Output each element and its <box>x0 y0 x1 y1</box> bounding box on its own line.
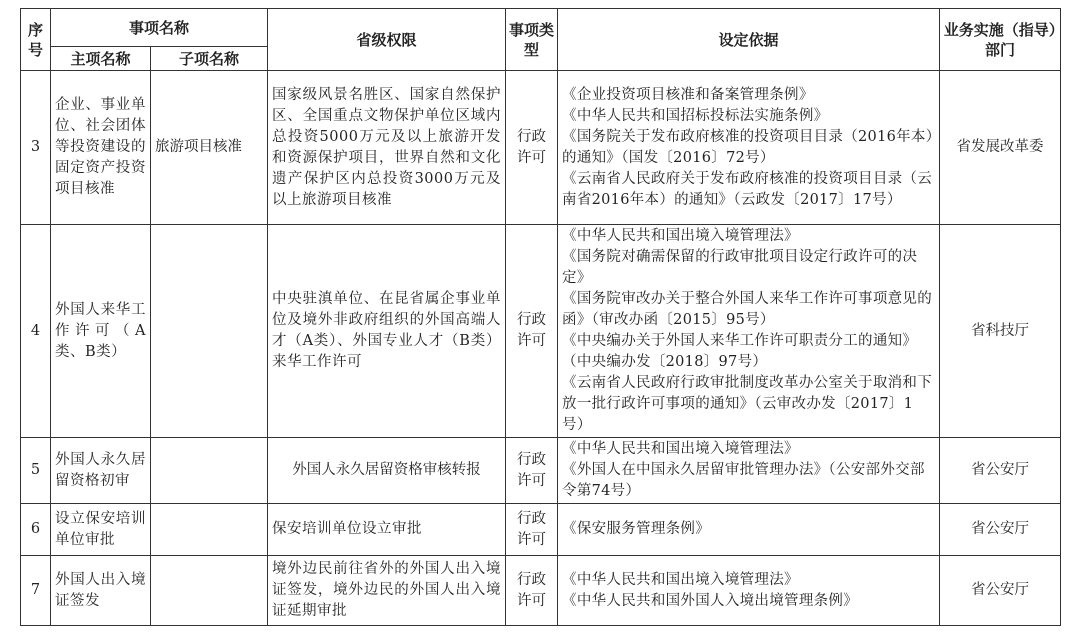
row-sub-name <box>151 438 268 504</box>
header-row <box>21 9 1061 47</box>
row-main-name: 外国人来华工作许可（A类、B类） <box>51 225 151 438</box>
row-sub-name <box>151 504 268 556</box>
permission-table <box>20 8 1061 626</box>
basis-item: 《中华人民共和国外国人入境出境管理条例》 <box>562 592 859 609</box>
basis-item: 《中华人民共和国出境入境管理法》 <box>562 228 799 244</box>
basis-item: 《中华人民共和国招标投标法实施条例》 <box>562 107 829 124</box>
basis-item: 《国务院对确需保留的行政审批项目设定行政许可的决定》 <box>562 249 918 286</box>
row-authority: 外国人永久居留资格审核转报 <box>268 438 506 504</box>
row-seq: 6 <box>21 504 51 556</box>
basis-item: 《国务院关于发布政府核准的投资项目目录（2016年本）的通知》（国发〔2016〕72号） <box>562 128 934 166</box>
row-sub-name <box>151 225 268 438</box>
row-basis <box>558 225 940 438</box>
row-seq: 4 <box>21 225 51 438</box>
table-row <box>21 556 1061 626</box>
row-dept: 省发展改革委 <box>940 71 1061 225</box>
row-main-name: 企业、事业单位、社会团体等投资建设的固定资产投资项目核准 <box>51 71 151 225</box>
row-sub-name: 旅游项目核准 <box>151 71 268 225</box>
row-dept: 省公安厅 <box>940 556 1061 626</box>
row-dept: 省公安厅 <box>940 438 1061 504</box>
basis-item: 《国务院审改办关于整合外国人来华工作许可事项意见的函》（审改办函〔2015〕95号） <box>562 291 933 328</box>
row-type: 行政许可 <box>506 556 558 626</box>
header-type: 事项类型 <box>506 9 558 71</box>
row-basis <box>558 504 940 556</box>
header-seq: 序号 <box>21 9 51 71</box>
row-seq: 3 <box>21 71 51 225</box>
table-row <box>21 225 1061 438</box>
row-type: 行政许可 <box>506 504 558 556</box>
basis-item: 《中华人民共和国出境入境管理法》 <box>562 441 799 457</box>
row-sub-name <box>151 556 268 626</box>
row-authority: 国家级风景名胜区、国家自然保护区、全国重点文物保护单位区域内总投资5000万元及以上旅游开发和资源保护项目，世界自然和文化遗产保护区内总投资3000万元及以上旅游项目核准 <box>268 71 506 225</box>
basis-item: 《云南省人民政府行政审批制度改革办公室关于取消和下放一批行政许可事项的通知》（云审改办发〔2017〕1号） <box>562 375 933 433</box>
basis-item: 《外国人在中国永久居留审批管理办法》（公安部外交部令第74号） <box>562 462 925 499</box>
row-basis <box>558 71 940 225</box>
row-seq: 7 <box>21 556 51 626</box>
row-main-name: 设立保安培训单位审批 <box>51 504 151 556</box>
basis-item: 《企业投资项目核准和备案管理条例》 <box>562 86 814 103</box>
row-dept: 省公安厅 <box>940 504 1061 556</box>
row-basis <box>558 438 940 504</box>
row-main-name: 外国人出入境证签发 <box>51 556 151 626</box>
header-sub-name: 子项名称 <box>151 47 268 71</box>
basis-item: 《保安服务管理条例》 <box>562 521 711 537</box>
row-type: 行政许可 <box>506 71 558 225</box>
header-main-name: 主项名称 <box>51 47 151 71</box>
row-dept: 省科技厅 <box>940 225 1061 438</box>
header-item-name: 事项名称 <box>51 9 268 47</box>
table-row <box>21 504 1061 556</box>
basis-item: 《云南省人民政府关于发布政府核准的投资项目目录（云南省2016年本）的通知》（云政发〔2017〕17号） <box>562 170 933 208</box>
row-basis <box>558 556 940 626</box>
header-basis: 设定依据 <box>558 9 940 71</box>
header-authority: 省级权限 <box>268 9 506 71</box>
table-row <box>21 71 1061 225</box>
row-main-name: 外国人永久居留资格初审 <box>51 438 151 504</box>
row-type: 行政许可 <box>506 225 558 438</box>
row-authority: 保安培训单位设立审批 <box>268 504 506 556</box>
row-seq: 5 <box>21 438 51 504</box>
header-dept: 业务实施（指导）部门 <box>940 9 1061 71</box>
table-row <box>21 438 1061 504</box>
basis-item: 《中华人民共和国出境入境管理法》 <box>562 571 799 588</box>
row-authority: 中央驻滇单位、在昆省属企事业单位及境外非政府组织的外国高端人才（A类）、外国专业人才（B类）来华工作许可 <box>268 225 506 438</box>
row-authority: 境外边民前往省外的外国人出入境证签发，境外边民的外国人出入境证延期审批 <box>268 556 506 626</box>
basis-item: 《中央编办关于外国人来华工作许可职责分工的通知》（中央编办发〔2018〕97号） <box>562 333 918 370</box>
row-type: 行政许可 <box>506 438 558 504</box>
